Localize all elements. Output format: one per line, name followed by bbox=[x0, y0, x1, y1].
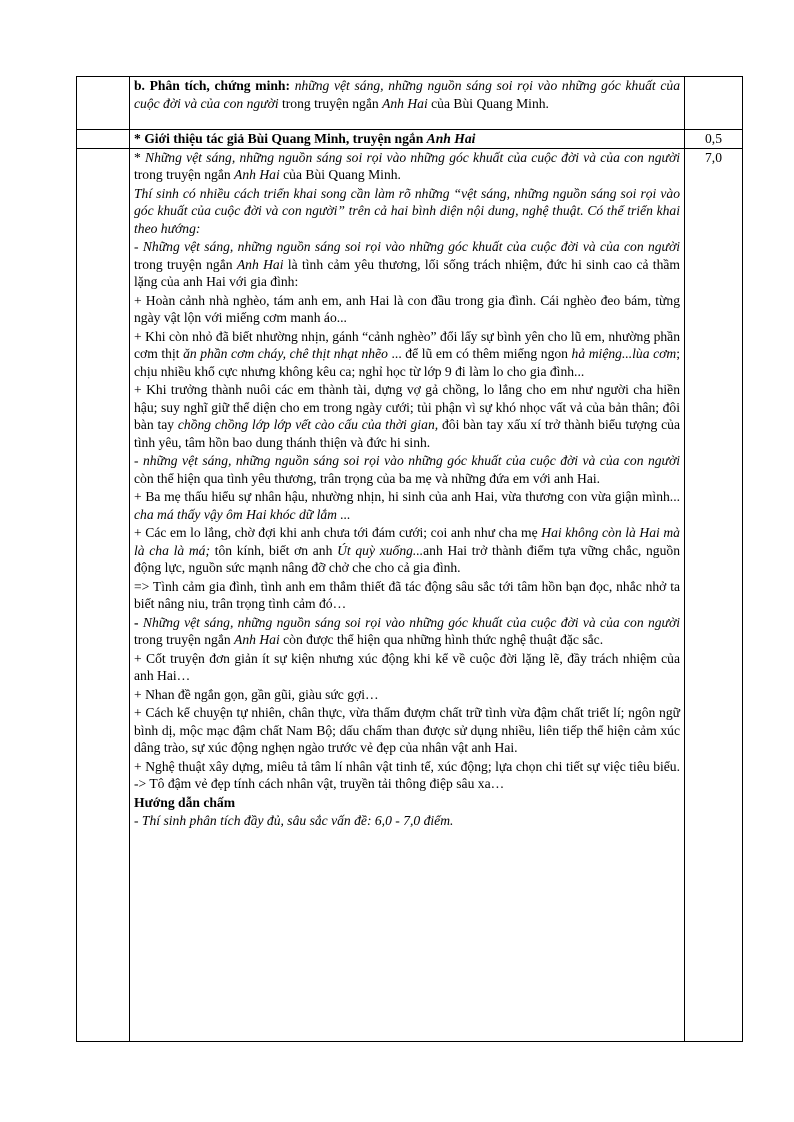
part1-point-1: + Hoàn cảnh nhà nghèo, tám anh em, anh Hai là con đầu trong gia đình. Cái nghèo đeo bám, từng ngày vật lộn với miếng cơm manh áo... bbox=[134, 292, 680, 325]
part2-point-1: + Ba mẹ thấu hiểu sự nhân hậu, nhường nhịn, hi sinh của anh Hai, vừa thương con vừa giận mình... cha má thấy vậy ôm Hai khóc dữ lắm ... bbox=[134, 489, 680, 522]
intro-label: * Giới thiệu tác giả Bùi Quang Minh, truyện ngắn bbox=[134, 131, 427, 146]
part1-point-2: + Khi còn nhỏ đã biết nhường nhịn, gánh “cảnh nghèo” đổi lấy sự bình yên cho lũ em, nhường phần cơm thịt ăn phần cơm cháy, chê thịt nhạt nhẽo ... để lũ em có thêm miếng ngon hả miệng...lùa cơm; chịu nhiều khổ cực nhưng không kêu ca; nghỉ học từ lớp 9 đi làm lo cho gia đình... bbox=[134, 328, 680, 379]
grading-table bbox=[76, 76, 743, 1042]
blank-cell bbox=[77, 130, 130, 149]
work-title: Anh Hai bbox=[382, 95, 428, 111]
part2-conclusion: => Tình cảm gia đình, tình anh em thắm thiết đã tác động sâu sắc tới tâm hồn bạn đọc, nhắc nhở ta biết nâng niu, trân trọng tình cảm đó… bbox=[134, 578, 680, 611]
intro-row bbox=[77, 130, 743, 149]
section-b-topic: những vệt sáng, những nguồn sáng soi rọi vào những góc khuất của cuộc đời và của con người bbox=[134, 78, 680, 111]
part3-point-3: + Cách kể chuyện tự nhiên, chân thực, vừa thấm đượm chất trữ tình vừa đậm chất triết lí; ngôn ngữ bình dị, mộc mạc đậm chất Nam Bộ; dấu chấm than được sử dụng nhiều, liên tiếp thể hiện cảm xúc dâng trào, sự xúc động nghẹn ngào trước vẻ đẹp của nhân vật anh Hai. bbox=[134, 705, 680, 755]
part3-point-1: + Cốt truyện đơn giản ít sự kiện nhưng xúc động khi kể về cuộc đời lặng lẽ, đầy trách nhiệm của anh Hai… bbox=[134, 650, 680, 683]
part3-point-4: + Nghệ thuật xây dựng, miêu tả tâm lí nhân vật tinh tế, xúc động; lựa chọn chi tiết sự việc tiêu biểu. -> Tô đậm vẻ đẹp tính cách nhân vật, truyền tải thông điệp sâu xa… bbox=[134, 758, 680, 791]
main-row bbox=[77, 148, 743, 1041]
blank-cell bbox=[77, 148, 130, 1041]
main-heading: * Những vệt sáng, những nguồn sáng soi rọi vào những góc khuất của cuộc đời và của con người trong truyện ngắn Anh Hai của Bùi Quang Minh. bbox=[134, 149, 680, 182]
intro-cell bbox=[130, 130, 685, 149]
main-score: 7,0 bbox=[685, 148, 743, 1041]
guidance-paragraph: Thí sinh có nhiều cách triển khai song cần làm rõ những “vệt sáng, những nguồn sáng soi rọi vào góc khuất của cuộc đời và con người” trên cả hai bình diện nội dung, nghệ thuật. Có thể triển khai theo hướng: bbox=[134, 185, 680, 236]
scoring-heading: Hướng dẫn chấm bbox=[134, 794, 236, 810]
part3-intro: - Những vệt sáng, những nguồn sáng soi rọi vào những góc khuất của cuộc đời và của con người trong truyện ngắn Anh Hai còn được thể hiện qua những hình thức nghệ thuật đặc sắc. bbox=[134, 614, 680, 647]
part1-point-3: + Khi trưởng thành nuôi các em thành tài, dựng vợ gả chồng, lo lắng cho em như người cha hiền hậu; suy nghĩ giữ thể diện cho em trong ngày cưới; tủi phận vì sự khó nhọc vất vả của bản thân; đôi bàn tay chồng chồng lớp lớp vết cào cấu của thời gian, đôi bàn tay xấu xí trở thành biểu tượng của tình yêu, tâm hồn bao dung thánh thiện và đức hi sinh. bbox=[134, 382, 680, 450]
part2-intro: - những vệt sáng, những nguồn sáng soi rọi vào những góc khuất của cuộc đời và của con người còn thể hiện qua tình yêu thương, trân trọng của ba mẹ và những đứa em với anh Hai. bbox=[134, 453, 680, 486]
scoring-line-1: - Thí sinh phân tích đầy đủ, sâu sắc vấn đề: 6,0 - 7,0 điểm. bbox=[134, 813, 454, 828]
part3-point-2: + Nhan đề ngắn gọn, gần gũi, giàu sức gợi… bbox=[134, 686, 379, 702]
blank-cell bbox=[77, 77, 130, 130]
part1-intro: - Những vệt sáng, những nguồn sáng soi rọi vào những góc khuất của cuộc đời và của con người trong truyện ngắn Anh Hai là tình cảm yêu thương, lối sống trách nhiệm, đức hi sinh cao cả thầm lặng của anh Hai với gia đình: bbox=[134, 239, 680, 289]
main-cell bbox=[130, 148, 685, 1041]
section-b-label: b. Phân tích, chứng minh: bbox=[134, 78, 291, 93]
score-cell bbox=[685, 77, 743, 130]
intro-score: 0,5 bbox=[685, 130, 743, 149]
section-b-cell: b. Phân tích, chứng minh: những vệt sáng, những nguồn sáng soi rọi vào những góc khuất của cuộc đời và của con người trong truyện ngắn Anh Hai của Bùi Quang Minh. bbox=[130, 77, 685, 130]
work-title: Anh Hai bbox=[426, 131, 476, 146]
section-b-row bbox=[77, 77, 743, 130]
part2-point-2: + Các em lo lắng, chờ đợi khi anh chưa tới đám cưới; coi anh như cha mẹ Hai không còn là Hai mà là cha là má; tôn kính, biết ơn anh Út quỳ xuống...anh Hai trở thành điểm tựa vững chắc, nguồn động lực, nguồn sức mạnh nâng đỡ chở che cho cả gia đình. bbox=[134, 525, 680, 575]
